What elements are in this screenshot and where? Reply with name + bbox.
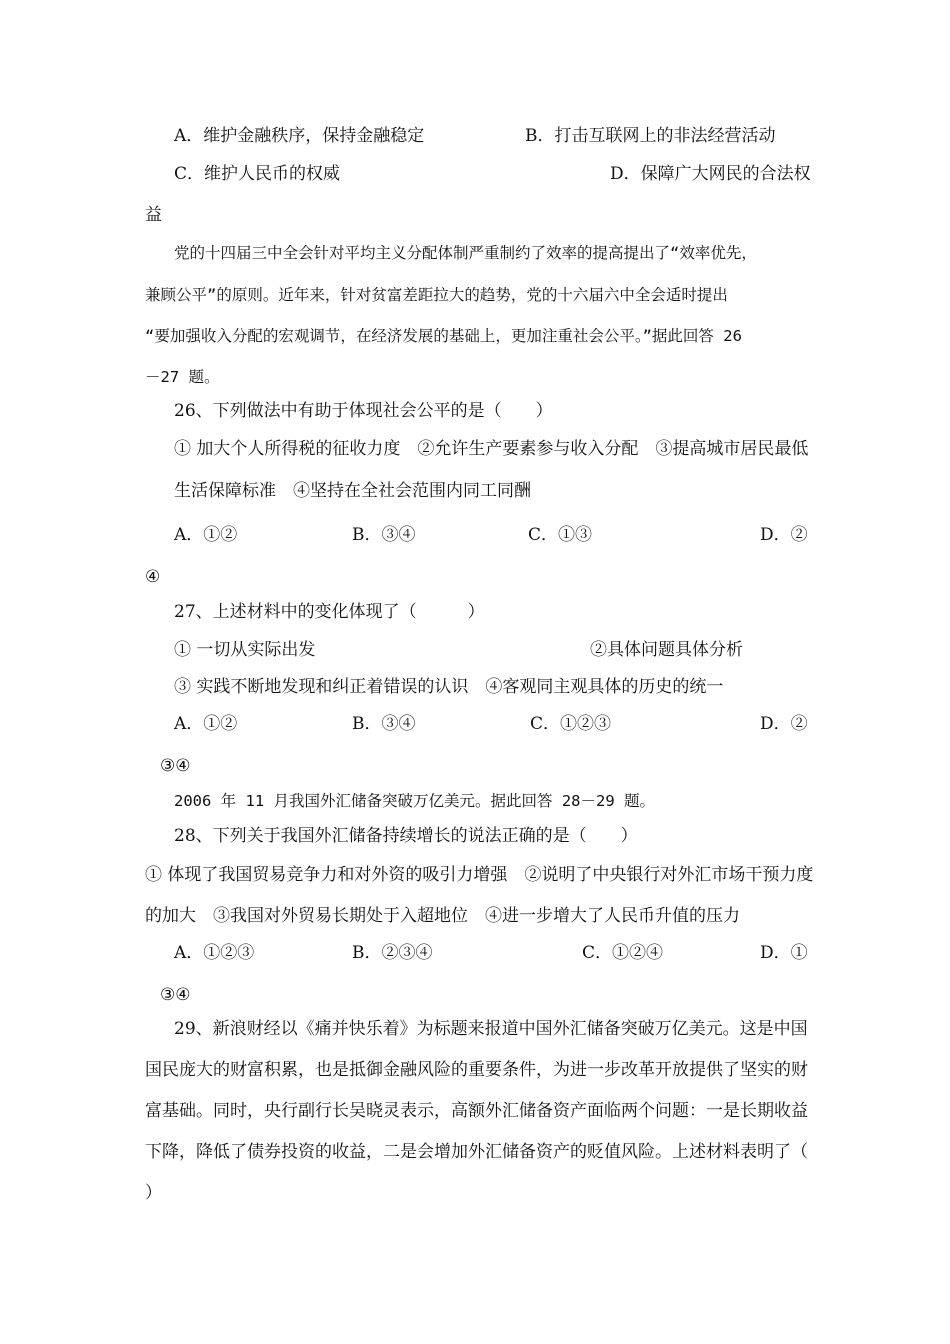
q25-option-d-continued: 益 [145,205,162,225]
q26-option-a: A．①② [174,525,238,545]
q26-items-line-1: ① 加大个人所得税的征收力度 ②允许生产要素参与收入分配 ③提高城市居民最低 [174,439,809,459]
q28-option-c: C．①②④ [582,943,664,963]
q27-option-a: A．①② [174,714,238,734]
q27-item-2: ②具体问题具体分析 [590,640,743,660]
q29-line-3: 富基础。同时，央行副行长吴晓灵表示，高额外汇储备资产面临两个问题：一是长期收益 [145,1101,808,1121]
material-1-line-2: 兼顾公平”的原则。近年来，针对贫富差距拉大的趋势，党的十六届六中全会适时提出 [145,286,728,304]
q28-items-line-2: 的加大 ③我国对外贸易长期处于入超地位 ④进一步增大了人民币升值的压力 [145,906,740,926]
q29-line-1: 29、新浪财经以《痛并快乐着》为标题来报道中国外汇储备突破万亿美元。这是中国 [174,1019,808,1039]
q28-option-a: A．①②③ [174,943,255,963]
q28-items-line-1: ① 体现了我国贸易竞争力和对外资的吸引力增强 ②说明了中央银行对外汇市场干预力度 [145,865,814,885]
q27-stem: 27、上述材料中的变化体现了（ ） [174,602,485,622]
q27-option-d-continued: ③④ [160,756,191,776]
q29-line-4: 下降，降低了债券投资的收益，二是会增加外汇储备资产的贬值风险。上述材料表明了（ [145,1142,808,1162]
material-1-line-1: 党的十四届三中全会针对平均主义分配体制严重制约了效率的提高提出了“效率优先， [174,244,757,262]
material-1-line-4: －27 题。 [145,368,220,386]
q28-option-d: D．① [760,943,808,963]
q26-items-line-2: 生活保障标准 ④坚持在全社会范围内同工同酬 [174,481,531,501]
q28-option-b: B．②③④ [352,943,433,963]
q27-option-c: C．①②③ [530,714,612,734]
q27-option-b: B．③④ [352,714,416,734]
q26-option-d: D．② [760,525,808,545]
material-2-line-1: 2006 年 11 月我国外汇储备突破万亿美元。据此回答 28－29 题。 [174,792,655,810]
q27-item-1: ① 一切从实际出发 [174,640,316,660]
q27-items-line-2: ③ 实践不断地发现和纠正着错误的认识 ④客观同主观具体的历史的统一 [174,677,724,697]
q29-line-2: 国民庞大的财富积累，也是抵御金融风险的重要条件，为进一步改革开放提供了坚实的财 [145,1060,808,1080]
q26-option-c: C．①③ [528,525,593,545]
q29-line-5: ） [145,1183,162,1203]
q25-option-a: A．维护金融秩序，保持金融稳定 [174,126,425,146]
q26-stem: 26、下列做法中有助于体现社会公平的是（ ） [174,401,553,421]
material-1-line-3: “要加强收入分配的宏观调节，在经济发展的基础上，更加注重社会公平。”据此回答 26 [145,327,742,345]
q26-option-b: B．③④ [352,525,416,545]
q28-option-d-continued: ③④ [160,985,191,1005]
q26-option-d-continued: ④ [145,567,161,587]
q27-option-d: D．② [760,714,808,734]
q25-option-b: B．打击互联网上的非法经营活动 [525,126,776,146]
q28-stem: 28、下列关于我国外汇储备持续增长的说法正确的是（ ） [174,826,638,846]
q25-option-d: D．保障广大网民的合法权 [610,164,811,184]
q25-option-c: C．维护人民币的权威 [174,164,341,184]
